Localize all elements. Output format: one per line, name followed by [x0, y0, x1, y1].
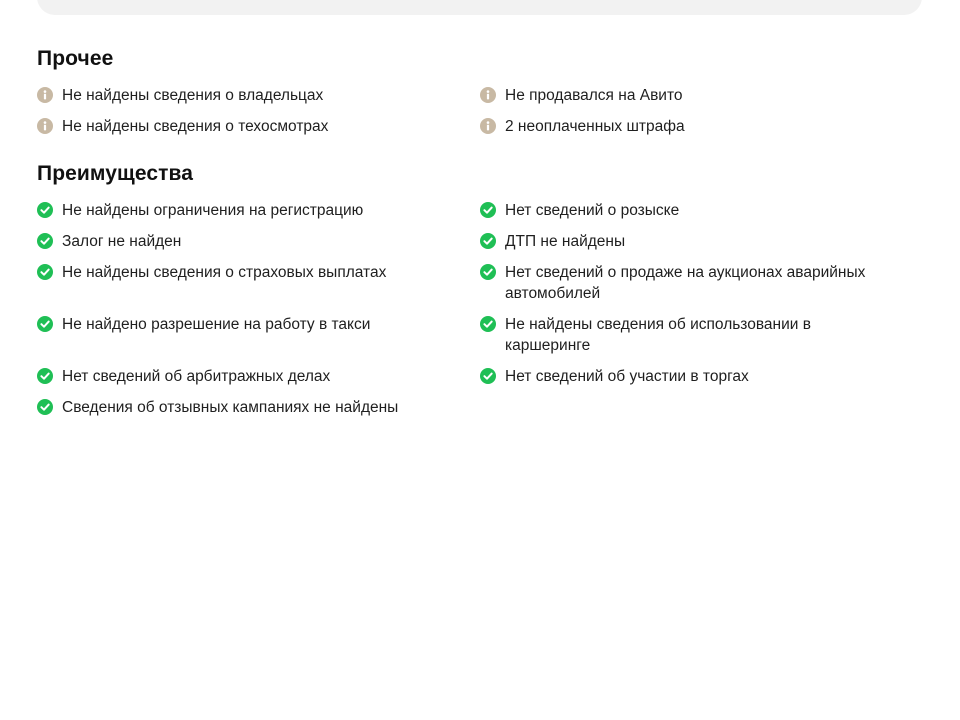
section-title-advantages: Преимущества	[37, 162, 194, 185]
info-icon	[480, 87, 496, 103]
item-text: Залог не найден	[62, 233, 182, 250]
list-item	[480, 262, 922, 304]
item-text: 2 неоплаченных штрафа	[505, 118, 685, 135]
list-item	[480, 116, 922, 137]
check-icon	[480, 316, 496, 332]
list-item	[37, 116, 480, 137]
list-item	[37, 262, 480, 304]
list-item	[480, 366, 922, 387]
previous-section-card	[37, 0, 922, 15]
other-list	[37, 85, 922, 137]
list-item	[480, 200, 922, 221]
info-icon	[37, 118, 53, 134]
info-icon	[480, 118, 496, 134]
item-text: Нет сведений о продаже на аукционах аварийных автомобилей	[505, 264, 866, 302]
check-icon	[480, 368, 496, 384]
item-text: Не найдены сведения о страховых выплатах	[62, 264, 387, 281]
check-icon	[480, 233, 496, 249]
item-text: Не найдены ограничения на регистрацию	[62, 202, 364, 219]
item-text: ДТП не найдены	[505, 233, 626, 250]
list-item	[480, 314, 922, 356]
check-icon	[480, 202, 496, 218]
item-text: Сведения об отзывных кампаниях не найдены	[62, 399, 399, 416]
item-text: Не найдены сведения об использовании в каршеринге	[505, 316, 811, 354]
list-item	[480, 231, 922, 252]
section-title-other: Прочее	[37, 47, 114, 70]
list-item	[37, 200, 480, 221]
list-item	[37, 85, 480, 106]
item-text: Нет сведений об арбитражных делах	[62, 368, 331, 385]
check-icon	[37, 368, 53, 384]
advantages-list	[37, 200, 922, 418]
list-item	[37, 314, 480, 356]
item-text: Нет сведений об участии в торгах	[505, 368, 749, 385]
info-icon	[37, 87, 53, 103]
item-text: Нет сведений о розыске	[505, 202, 680, 219]
item-text: Не найдено разрешение на работу в такси	[62, 316, 371, 333]
check-icon	[480, 264, 496, 280]
check-icon	[37, 316, 53, 332]
check-icon	[37, 399, 53, 415]
check-icon	[37, 264, 53, 280]
list-item	[37, 366, 480, 387]
list-item	[37, 231, 480, 252]
item-text: Не найдены сведения о техосмотрах	[62, 118, 329, 135]
item-text: Не продавался на Авито	[505, 87, 683, 104]
item-text: Не найдены сведения о владельцах	[62, 87, 324, 104]
check-icon	[37, 233, 53, 249]
list-item	[480, 85, 922, 106]
check-icon	[37, 202, 53, 218]
list-item	[37, 397, 480, 418]
